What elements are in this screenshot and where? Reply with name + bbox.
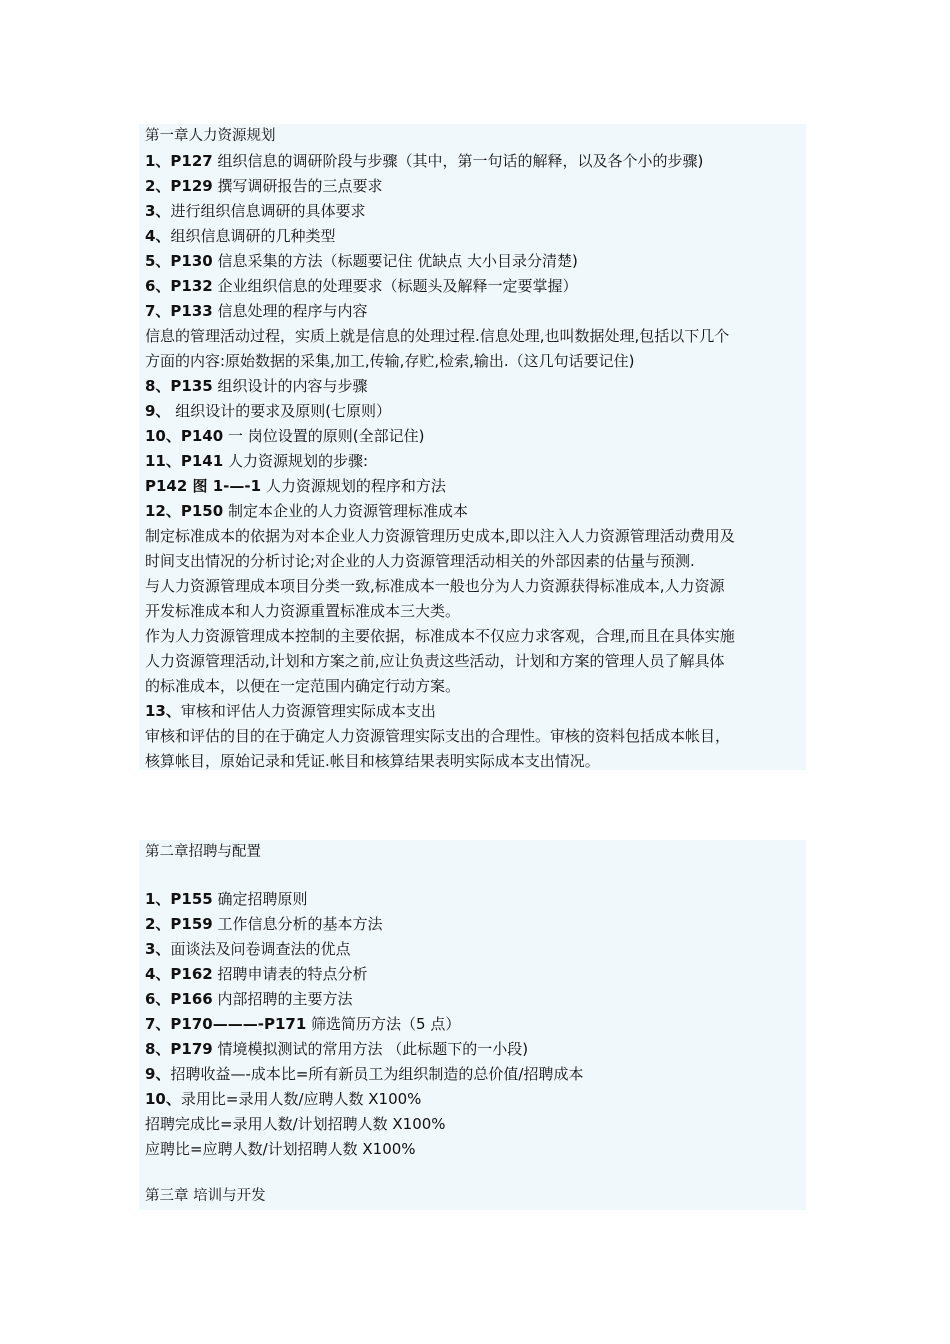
item-number: 9、 bbox=[145, 402, 171, 420]
item-number: 8、P179 bbox=[145, 1040, 213, 1058]
text-line bbox=[145, 424, 806, 449]
item-text: 工作信息分析的基本方法 bbox=[212, 915, 383, 933]
item-text: 信息处理的程序与内容 bbox=[212, 302, 368, 320]
text-line bbox=[145, 724, 806, 749]
item-number: 1、P127 bbox=[145, 152, 213, 170]
text-line bbox=[145, 1037, 806, 1062]
item-text: 情境模拟测试的常用方法 （此标题下的一小段) bbox=[212, 1040, 529, 1058]
text-line bbox=[145, 174, 806, 199]
text-line bbox=[145, 224, 806, 249]
item-text: 核算帐目，原始记录和凭证.帐目和核算结果表明实际成本支出情况。 bbox=[145, 752, 600, 770]
text-line bbox=[145, 1062, 806, 1087]
item-text: 开发标准成本和人力资源重置标准成本三大类。 bbox=[145, 602, 461, 620]
text-line bbox=[145, 349, 806, 374]
text-line bbox=[145, 962, 806, 987]
blank-line bbox=[145, 865, 806, 887]
item-text: 制定本企业的人力资源管理标准成本 bbox=[223, 502, 468, 520]
text-line bbox=[145, 1012, 806, 1037]
text-line bbox=[145, 649, 806, 674]
text-line bbox=[145, 1112, 806, 1137]
item-text: 时间支出情况的分析讨论;对企业的人力资源管理活动相关的外部因素的估量与预测. bbox=[145, 552, 695, 570]
item-text: 内部招聘的主要方法 bbox=[212, 990, 353, 1008]
text-line bbox=[145, 549, 806, 574]
text-line bbox=[145, 1087, 806, 1112]
text-line bbox=[145, 599, 806, 624]
item-number: P142 图 1-—-1 bbox=[145, 477, 262, 495]
item-text: 应聘比=应聘人数/计划招聘人数 X100% bbox=[145, 1140, 416, 1158]
text-line bbox=[145, 887, 806, 912]
text-line bbox=[145, 249, 806, 274]
item-text: 确定招聘原则 bbox=[212, 890, 308, 908]
item-text: 与人力资源管理成本项目分类一致,标准成本一般也分为人力资源获得标准成本,人力资源 bbox=[145, 577, 725, 595]
text-line bbox=[145, 324, 806, 349]
text-line bbox=[145, 374, 806, 399]
text-line bbox=[145, 699, 806, 724]
item-text: 筛选简历方法（5 点） bbox=[306, 1015, 461, 1033]
item-text: 企业组织信息的处理要求（标题头及解释一定要掌握） bbox=[212, 277, 578, 295]
item-number: 10、P140 bbox=[145, 427, 224, 445]
item-number: 3、 bbox=[145, 202, 171, 220]
item-text: 录用比=录用人数/应聘人数 X100% bbox=[180, 1090, 422, 1108]
chapter2-lines bbox=[145, 887, 806, 1162]
text-line bbox=[145, 987, 806, 1012]
item-text: 信息的管理活动过程，实质上就是信息的处理过程.信息处理,也叫数据处理,包括以下几个 bbox=[145, 327, 730, 345]
item-number: 2、P129 bbox=[145, 177, 213, 195]
item-text: 作为人力资源管理成本控制的主要依据，标准成本不仅应力求客观，合理,而且在具体实施 bbox=[145, 627, 735, 645]
item-number: 5、P130 bbox=[145, 252, 213, 270]
item-text: 审核和评估人力资源管理实际成本支出 bbox=[180, 702, 436, 720]
text-line bbox=[145, 149, 806, 174]
item-text: 组织设计的内容与步骤 bbox=[212, 377, 368, 395]
text-line bbox=[145, 399, 806, 424]
item-text: 一 岗位设置的原则(全部记住) bbox=[223, 427, 425, 445]
item-text: 人力资源规划的程序和方法 bbox=[261, 477, 446, 495]
item-number: 6、P132 bbox=[145, 277, 213, 295]
item-text: 进行组织信息调研的具体要求 bbox=[170, 202, 366, 220]
item-text: 招聘收益—-成本比=所有新员工为组织制造的总价值/招聘成本 bbox=[170, 1065, 584, 1083]
text-line bbox=[145, 749, 806, 774]
chapter2-section bbox=[139, 840, 806, 1210]
item-text: 制定标准成本的依据为对本企业人力资源管理历史成本,即以注入人力资源管理活动费用及 bbox=[145, 527, 735, 545]
item-number: 4、 bbox=[145, 227, 171, 245]
item-number: 4、P162 bbox=[145, 965, 213, 983]
text-line bbox=[145, 574, 806, 599]
item-text: 人力资源规划的步骤: bbox=[223, 452, 369, 470]
item-text: 方面的内容:原始数据的采集,加工,传输,存贮,检索,输出.（这几句话要记住) bbox=[145, 352, 635, 370]
blank-line bbox=[145, 1162, 806, 1184]
text-line bbox=[145, 524, 806, 549]
item-text: 撰写调研报告的三点要求 bbox=[212, 177, 383, 195]
item-number: 6、P166 bbox=[145, 990, 213, 1008]
text-line bbox=[145, 937, 806, 962]
item-text: 审核和评估的目的在于确定人力资源管理实际支出的合理性。审核的资料包括成本帐目， bbox=[145, 727, 731, 745]
item-number: 2、P159 bbox=[145, 915, 213, 933]
item-number: 11、P141 bbox=[145, 452, 224, 470]
text-line bbox=[145, 1137, 806, 1162]
item-number: 7、P170———-P171 bbox=[145, 1015, 307, 1033]
item-text: 的标准成本，以便在一定范围内确定行动方案。 bbox=[145, 677, 461, 695]
text-line bbox=[145, 624, 806, 649]
item-text: 组织设计的要求及原则(七原则） bbox=[170, 402, 392, 420]
item-text: 人力资源管理活动,计划和方案之前,应让负责这些活动，计划和方案的管理人员了解具体 bbox=[145, 652, 725, 670]
chapter3-title: 第三章 培训与开发 bbox=[145, 1188, 266, 1204]
item-text: 组织信息调研的几种类型 bbox=[170, 227, 336, 245]
chapter1-lines bbox=[145, 149, 806, 774]
text-line bbox=[145, 449, 806, 474]
item-number: 9、 bbox=[145, 1065, 171, 1083]
chapter2-title: 第二章招聘与配置 bbox=[145, 844, 261, 860]
item-number: 12、P150 bbox=[145, 502, 224, 520]
text-line bbox=[145, 912, 806, 937]
text-line bbox=[145, 299, 806, 324]
text-line bbox=[145, 499, 806, 524]
item-text: 面谈法及问卷调查法的优点 bbox=[170, 940, 351, 958]
item-number: 1、P155 bbox=[145, 890, 213, 908]
item-text: 招聘完成比=录用人数/计划招聘人数 X100% bbox=[145, 1115, 446, 1133]
text-line bbox=[145, 274, 806, 299]
text-line bbox=[145, 474, 806, 499]
item-number: 8、P135 bbox=[145, 377, 213, 395]
item-number: 13、 bbox=[145, 702, 181, 720]
chapter1-section bbox=[139, 124, 806, 770]
chapter1-title: 第一章人力资源规划 bbox=[145, 128, 276, 144]
item-text: 信息采集的方法（标题要记住 优缺点 大小目录分清楚) bbox=[212, 252, 578, 270]
item-number: 10、 bbox=[145, 1090, 181, 1108]
item-text: 组织信息的调研阶段与步骤（其中，第一句话的解释，以及各个小的步骤) bbox=[212, 152, 704, 170]
text-line bbox=[145, 674, 806, 699]
text-line bbox=[145, 199, 806, 224]
item-text: 招聘申请表的特点分析 bbox=[212, 965, 368, 983]
item-number: 3、 bbox=[145, 940, 171, 958]
item-number: 7、P133 bbox=[145, 302, 213, 320]
